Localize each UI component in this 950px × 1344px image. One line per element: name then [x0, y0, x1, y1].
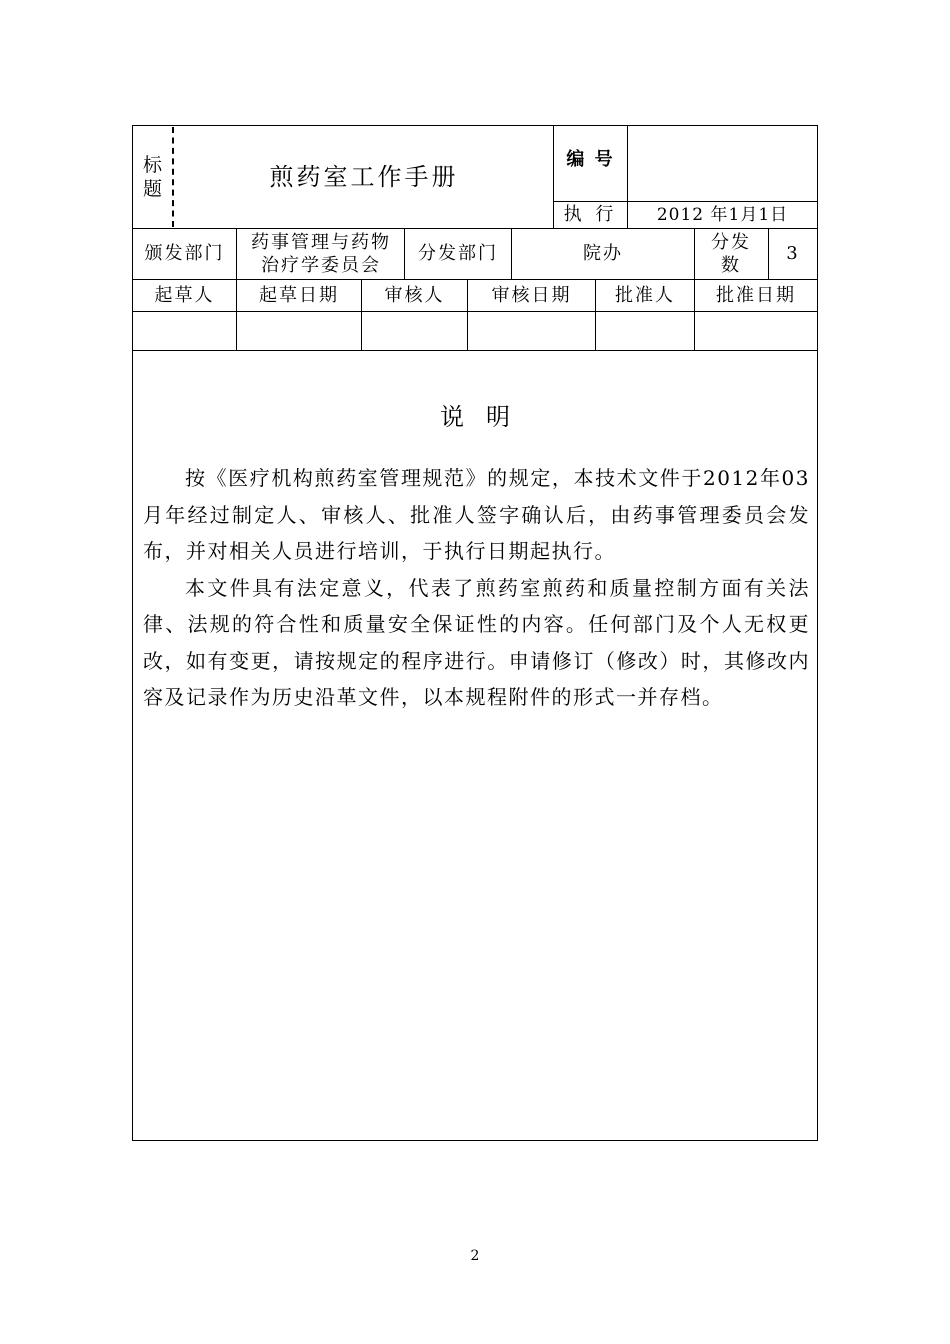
signoff-header-review-date: 审核日期: [491, 284, 572, 306]
exec-label: 执 行: [563, 204, 618, 225]
body-paragraph-2: 本文件具有法定意义，代表了煎药室煎药和质量控制方面有关法律、法规的符合性和质量安全保证性的内容。任何部门及个人无权更改，如有变更，请按规定的程序进行。申请修订（修改）时，其修改内容及记录作为历史沿革文件，以本规程附件的形式一并存档。: [143, 575, 810, 709]
signoff-value-review-date: [468, 312, 595, 350]
body-paragraph-1: 按《医疗机构煎药室管理规范》的规定，本技术文件于2012年03月年经过制定人、审核人、批准人签字确认后，由药事管理委员会发布，并对相关人员进行培训，于执行日期起执行。: [143, 466, 810, 563]
distribution-dept-label: 分发部门: [418, 243, 498, 264]
signoff-value-drafter: [133, 312, 236, 350]
document-title: 煎药室工作手册: [269, 163, 459, 191]
signoff-value-draft-date: [237, 312, 361, 350]
distribution-dept-value: 院办: [583, 243, 623, 264]
exec-date: 2012 年1月1日: [656, 205, 789, 225]
row-line-4: [132, 350, 818, 351]
section-heading: 说明: [440, 403, 532, 431]
body-text: [143, 460, 810, 716]
signoff-header-draft-date: 起草日期: [259, 284, 339, 306]
number-label: 编 号: [566, 149, 615, 170]
issuing-dept-label: 颁发部门: [144, 243, 225, 264]
issue-divider-4: [694, 228, 695, 280]
copies-value: 3: [786, 243, 800, 264]
signoff-value-approver: [596, 312, 694, 350]
signoff-header-approver: 批准人: [615, 284, 675, 306]
table-border-bottom: [132, 1140, 818, 1141]
signoff-value-reviewer: [362, 312, 467, 350]
issuing-dept-value: 药事管理与药物治疗学委员会: [251, 232, 391, 276]
title-label: 标 题: [142, 154, 162, 200]
page-number: 2: [470, 1248, 480, 1264]
signoff-header-reviewer: 审核人: [384, 284, 445, 306]
number-value: [628, 126, 817, 201]
issue-divider-1: [236, 228, 237, 280]
title-divider-dashed: [172, 127, 174, 227]
signoff-header-approve-date: 批准日期: [716, 284, 796, 306]
copies-label: 分发数: [711, 232, 751, 276]
signoff-value-approve-date: [695, 312, 817, 350]
table-border-right: [817, 125, 818, 1141]
signoff-header-drafter: 起草人: [154, 284, 215, 306]
